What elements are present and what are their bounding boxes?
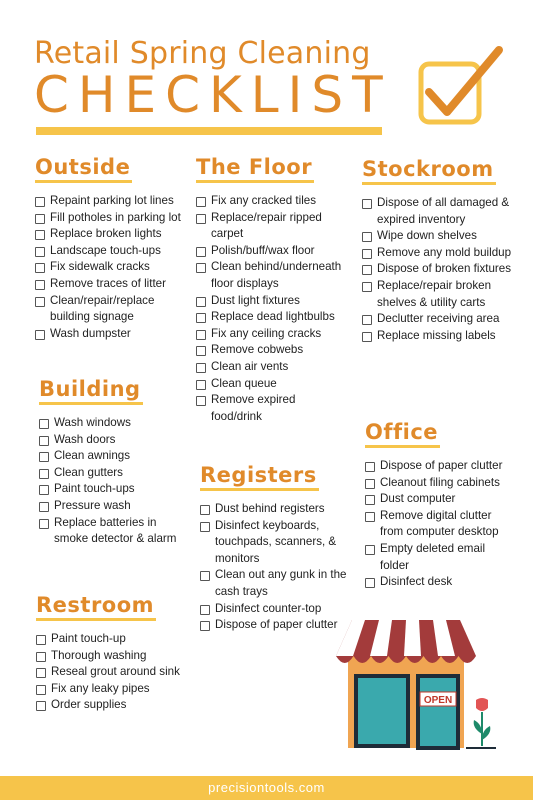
checkbox-icon[interactable] (35, 197, 45, 207)
checklist-item (362, 261, 512, 278)
checkbox-icon[interactable] (39, 485, 49, 495)
checklist-item-label: Fix any leaky pipes (51, 681, 150, 695)
section-title: Registers (200, 463, 319, 491)
checklist-item-label: Dispose of paper clutter (215, 618, 338, 632)
title-line-2: CHECKLIST (34, 66, 392, 124)
checkbox-icon[interactable] (36, 668, 46, 678)
checklist-item-label: Wash doors (54, 432, 116, 446)
checklist-item (362, 228, 512, 245)
checklist (35, 193, 185, 342)
checklist-item-label: Polish/buff/wax floor (211, 243, 315, 257)
checklist-item-label: Order supplies (51, 698, 127, 712)
checklist-item-label: Replace broken lights (50, 227, 162, 241)
checkbox-icon[interactable] (196, 346, 206, 356)
checkbox-icon[interactable] (39, 419, 49, 429)
checklist-item-label: Pressure wash (54, 498, 131, 512)
section-title: Building (39, 377, 143, 405)
checklist-item-label: Dust behind registers (215, 502, 325, 515)
checkbox-icon[interactable] (365, 495, 375, 505)
checklist-item (365, 574, 515, 591)
checklist-item (362, 245, 512, 262)
section-floor (196, 155, 346, 425)
checkbox-icon[interactable] (196, 396, 206, 406)
checklist-item-label: Replace batteries in smoke detector & alarm (54, 515, 177, 546)
checkbox-icon[interactable] (35, 330, 45, 340)
checklist-item-label: Replace/repair ripped carpet (211, 210, 322, 241)
checkbox-icon[interactable] (35, 297, 45, 307)
checklist-item-label: Remove any mold buildup (377, 245, 512, 259)
checklist-item (196, 210, 346, 243)
checklist-item-label: Disinfect keyboards, touchpads, scanners, & monitors (215, 518, 337, 565)
section-title: The Floor (196, 155, 314, 183)
checkbox-icon[interactable] (196, 363, 206, 373)
section-title: Office (365, 420, 440, 448)
checklist-item-label: Fix sidewalk cracks (50, 260, 150, 274)
checkbox-icon[interactable] (196, 313, 206, 323)
checkbox-icon[interactable] (365, 545, 375, 555)
checkbox-icon[interactable] (36, 652, 46, 662)
checklist-item-label: Wash windows (54, 416, 131, 429)
section-stockroom (362, 157, 512, 344)
footer (0, 776, 533, 800)
checklist-item-label: Repaint parking lot lines (50, 194, 174, 207)
checklist-item-label: Empty deleted email folder (380, 541, 486, 572)
checklist-item-label: Dispose of all damaged & expired inventory (377, 196, 510, 226)
checklist-item (196, 259, 346, 292)
checklist-item-label: Clean air vents (211, 359, 289, 373)
checkbox-icon[interactable] (200, 605, 210, 615)
checklist-item (36, 681, 186, 698)
checklist-item-label: Dust light fixtures (211, 293, 300, 307)
checkbox-icon[interactable] (362, 265, 372, 275)
checklist-item (365, 508, 515, 541)
checkbox-icon[interactable] (36, 685, 46, 695)
checkbox-icon[interactable] (196, 263, 206, 273)
checkbox-icon[interactable] (365, 479, 375, 489)
checklist-item (35, 293, 185, 326)
checkbox-icon[interactable] (362, 249, 372, 259)
checklist-item-label: Remove traces of litter (50, 276, 166, 290)
checklist-item-label: Paint touch-ups (54, 482, 135, 496)
checklist-item-label: Remove expired food/drink (211, 393, 296, 423)
checklist-item (196, 243, 346, 260)
section-title: Restroom (36, 593, 156, 621)
checklist-item (196, 309, 346, 326)
checklist-item-label: Clean out any gunk in the cash trays (215, 568, 347, 598)
checklist-item (362, 311, 512, 328)
checklist-item (36, 664, 186, 681)
checklist-item (362, 195, 512, 228)
checklist-item (35, 326, 185, 343)
section-building (39, 377, 189, 548)
checkbox-icon[interactable] (36, 701, 46, 711)
checkbox-icon[interactable] (362, 332, 372, 342)
checkbox-icon[interactable] (362, 232, 372, 242)
checkbox-icon[interactable] (365, 462, 375, 472)
section-registers (200, 463, 355, 634)
checklist-item (365, 475, 515, 492)
checklist-item-label: Reseal grout around sink (51, 665, 180, 679)
checklist-item (365, 458, 515, 475)
checklist-item (35, 243, 185, 260)
section-office (365, 420, 515, 591)
store-icon (336, 616, 498, 751)
checklist-item-label: Clean queue (211, 376, 277, 390)
checkbox-icon[interactable] (35, 247, 45, 257)
checklist-item (196, 359, 346, 376)
checklist-item (36, 648, 186, 665)
checkbox-icon[interactable] (39, 436, 49, 446)
checklist-item (35, 193, 185, 210)
checklist-item (36, 631, 186, 648)
checklist-item-label: Disinfect counter-top (215, 601, 322, 615)
checkbox-icon[interactable] (39, 502, 49, 512)
checklist-item (200, 567, 355, 600)
checklist-item-label: Fix any cracked tiles (211, 194, 317, 207)
checklist-item-label: Clean/repair/replace building signage (50, 293, 155, 324)
checkbox-icon[interactable] (35, 230, 45, 240)
checkbox-icon[interactable] (200, 522, 210, 532)
checklist (200, 501, 355, 634)
checklist-item (39, 415, 189, 432)
checklist-item (39, 498, 189, 515)
title-underline (36, 127, 382, 135)
checkbox-icon[interactable] (196, 247, 206, 257)
checklist-item (39, 515, 189, 548)
checklist-item-label: Replace missing labels (377, 328, 496, 342)
checklist-item-label: Remove cobwebs (211, 343, 304, 357)
checklist-item-label: Remove digital clutter from computer desktop (380, 508, 499, 539)
checklist-item (196, 293, 346, 310)
checkbox-icon[interactable] (362, 315, 372, 325)
checklist-item-label: Dust computer (380, 492, 456, 506)
checklist-item-label: Replace/repair broken shelves & utility carts (377, 278, 492, 309)
section-title: Outside (35, 155, 132, 183)
checklist-item (200, 617, 355, 634)
open-sign: OPEN (423, 695, 453, 706)
checklist-item-label: Disinfect desk (380, 575, 453, 589)
checklist-item (196, 376, 346, 393)
checklist-item-label: Wipe down shelves (377, 229, 477, 243)
checkbox-icon[interactable] (39, 519, 49, 529)
checkbox-icon[interactable] (365, 578, 375, 588)
checkbox-icon[interactable] (365, 512, 375, 522)
checklist-item-label: Landscape touch-ups (50, 243, 161, 257)
checkbox-icon[interactable] (39, 469, 49, 479)
checkbox-icon[interactable] (362, 199, 372, 209)
checklist-item-label: Clean awnings (54, 449, 131, 463)
checkbox-icon[interactable] (39, 452, 49, 462)
checklist-item-label: Declutter receiving area (377, 312, 500, 326)
checkbox-icon[interactable] (196, 297, 206, 307)
checkbox-icon[interactable] (362, 282, 372, 292)
checklist-item (196, 392, 346, 425)
checklist-item (196, 342, 346, 359)
checklist-item-label: Replace dead lightbulbs (211, 310, 335, 324)
checklist-item (362, 328, 512, 345)
checklist (362, 195, 512, 344)
checklist-item (36, 697, 186, 714)
checklist-item (39, 465, 189, 482)
checklist-item-label: Wash dumpster (50, 326, 131, 340)
checklist-item (35, 210, 185, 227)
checklist-item-label: Clean gutters (54, 465, 123, 479)
checklist-item-label: Thorough washing (51, 648, 147, 662)
title-line-1: Retail Spring Cleaning (34, 36, 371, 71)
checkbox-icon[interactable] (35, 214, 45, 224)
checklist-item (35, 226, 185, 243)
checklist-item-label: Paint touch-up (51, 632, 126, 645)
checkbox-icon[interactable] (35, 280, 45, 290)
checklist-item-label: Cleanout filing cabinets (380, 475, 500, 489)
checklist-item (35, 276, 185, 293)
checklist-item (200, 601, 355, 618)
checklist-item (200, 501, 355, 518)
checklist-item-label: Fill potholes in parking lot (50, 210, 181, 224)
checkmark-icon (415, 42, 505, 132)
checkbox-icon[interactable] (200, 505, 210, 515)
checkbox-icon[interactable] (200, 571, 210, 581)
checklist-item-label: Dispose of broken fixtures (377, 262, 512, 276)
checklist-item (196, 326, 346, 343)
checkbox-icon[interactable] (196, 214, 206, 224)
checklist-item-label: Clean behind/underneath floor displays (211, 260, 342, 290)
checkbox-icon[interactable] (35, 263, 45, 273)
checkbox-icon[interactable] (196, 380, 206, 390)
checklist (36, 631, 186, 714)
checklist (365, 458, 515, 591)
section-outside (35, 155, 185, 342)
section-title: Stockroom (362, 157, 496, 185)
checklist-item (35, 259, 185, 276)
checklist-item (39, 432, 189, 449)
checkbox-icon[interactable] (36, 635, 46, 645)
checklist-item (196, 193, 346, 210)
checklist-item (39, 481, 189, 498)
checkbox-icon[interactable] (196, 330, 206, 340)
footer-website: precisiontools.com (208, 780, 325, 795)
section-restroom (36, 593, 186, 714)
checklist-item-label: Fix any ceiling cracks (211, 326, 322, 340)
checklist-item-label: Dispose of paper clutter (380, 459, 503, 472)
checklist-item (200, 518, 355, 568)
checklist-item (39, 448, 189, 465)
checkbox-icon[interactable] (200, 621, 210, 631)
checklist-item (365, 541, 515, 574)
checklist-item (362, 278, 512, 311)
checklist-item (365, 491, 515, 508)
checklist (196, 193, 346, 425)
checklist (39, 415, 189, 548)
checkbox-icon[interactable] (196, 197, 206, 207)
